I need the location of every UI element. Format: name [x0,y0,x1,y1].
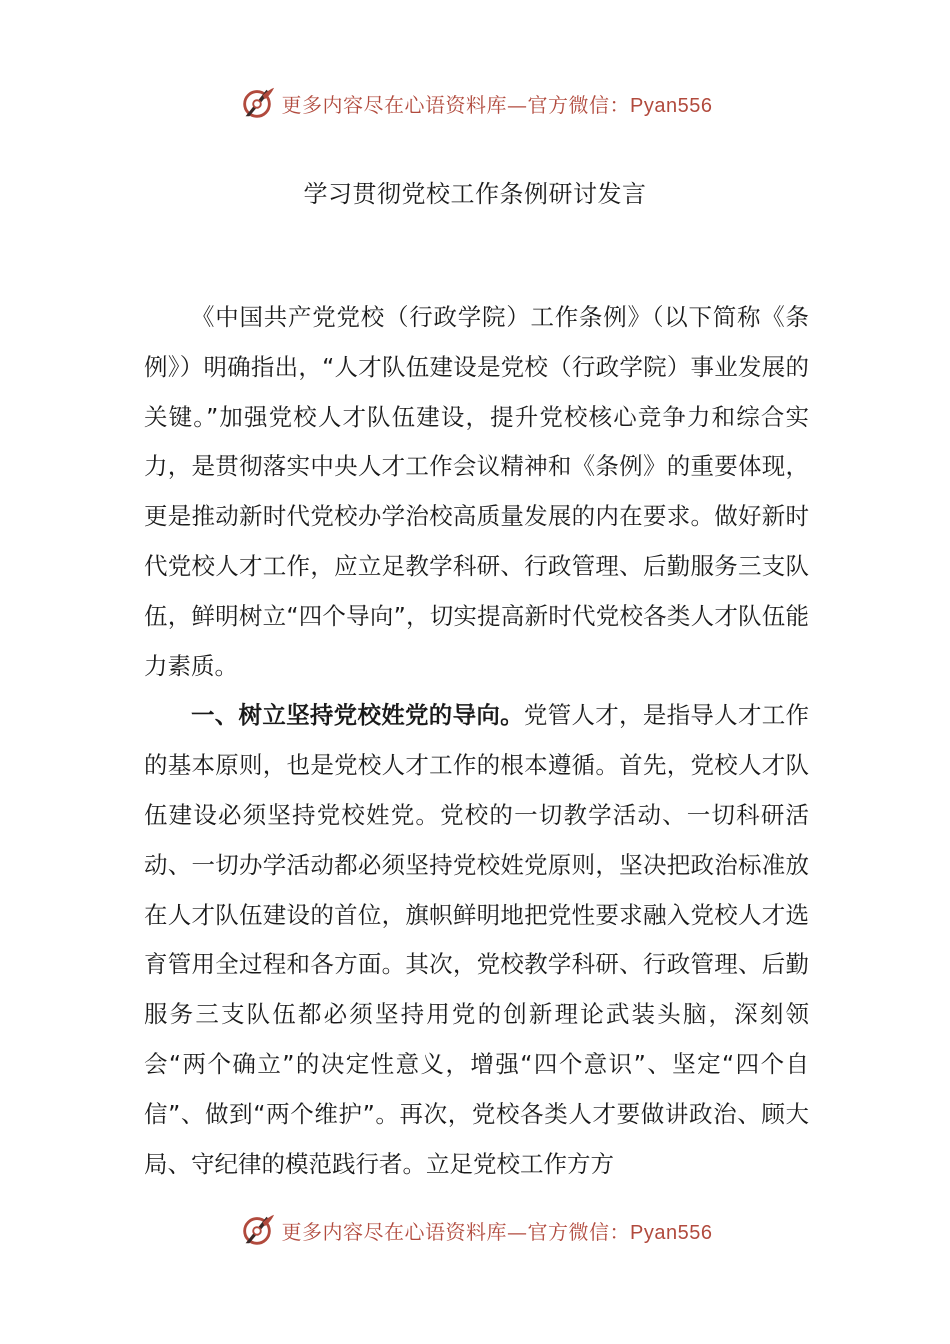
paragraph-text: 《中国共产党党校（行政学院）工作条例》（以下简称《条例》）明确指出，“人才队伍建设是党校（行政学院）事业发展的关键。”加强党校人才队伍建设，提升党校核心竞争力和综合实力，是贯彻落实中央人才工作会议精神和《条例》的重要体现，更是推动新时代党校办学治校高质量发展的内在要求。做好新时代党校人才工作，应立足教学科研、行政管理、后勤服务三支队伍，鲜明树立“四个导向”，切实提高新时代党校各类人才队伍能力素质。 [144,303,809,680]
paragraph-lead: 一、树立坚持党校姓党的导向。 [191,701,524,730]
quill-pen-logo-icon [238,1211,276,1249]
document-title: 学习贯彻党校工作条例研讨发言 [303,180,647,208]
watermark-text: 更多内容尽在心语资料库—官方微信：Pyan556 [281,92,713,117]
paragraph [144,691,809,1189]
paragraph-text: 党管人才，是指导人才工作的基本原则，也是党校人才工作的根本遵循。首先，党校人才队伍建设必须坚持党校姓党。党校的一切教学活动、一切科研活动、一切办学活动都必须坚持党校姓党原则，坚决把政治标准放在人才队伍建设的首位，旗帜鲜明地把党性要求融入党校人才选育管用全过程和各方面。其次，党校教学科研、行政管理、后勤服务三支队伍都必须坚持用党的创新理论武装头脑，深刻领会“两个确立”的决定性意义，增强“四个意识”、坚定“四个自信”、做到“两个维护”。再次，党校各类人才要做讲政治、顾大局、守纪律的模范践行者。立足党校工作方方 [144,701,810,1178]
quill-pen-logo-icon [238,84,276,122]
header-watermark [0,84,950,122]
watermark-wechat-id: Pyan556 [630,1221,713,1244]
watermark-text: 更多内容尽在心语资料库—官方微信：Pyan556 [281,1219,713,1244]
watermark-wechat-id: Pyan556 [630,94,713,117]
paragraph [144,293,809,691]
document-body [144,293,809,1189]
footer-watermark [0,1211,950,1249]
